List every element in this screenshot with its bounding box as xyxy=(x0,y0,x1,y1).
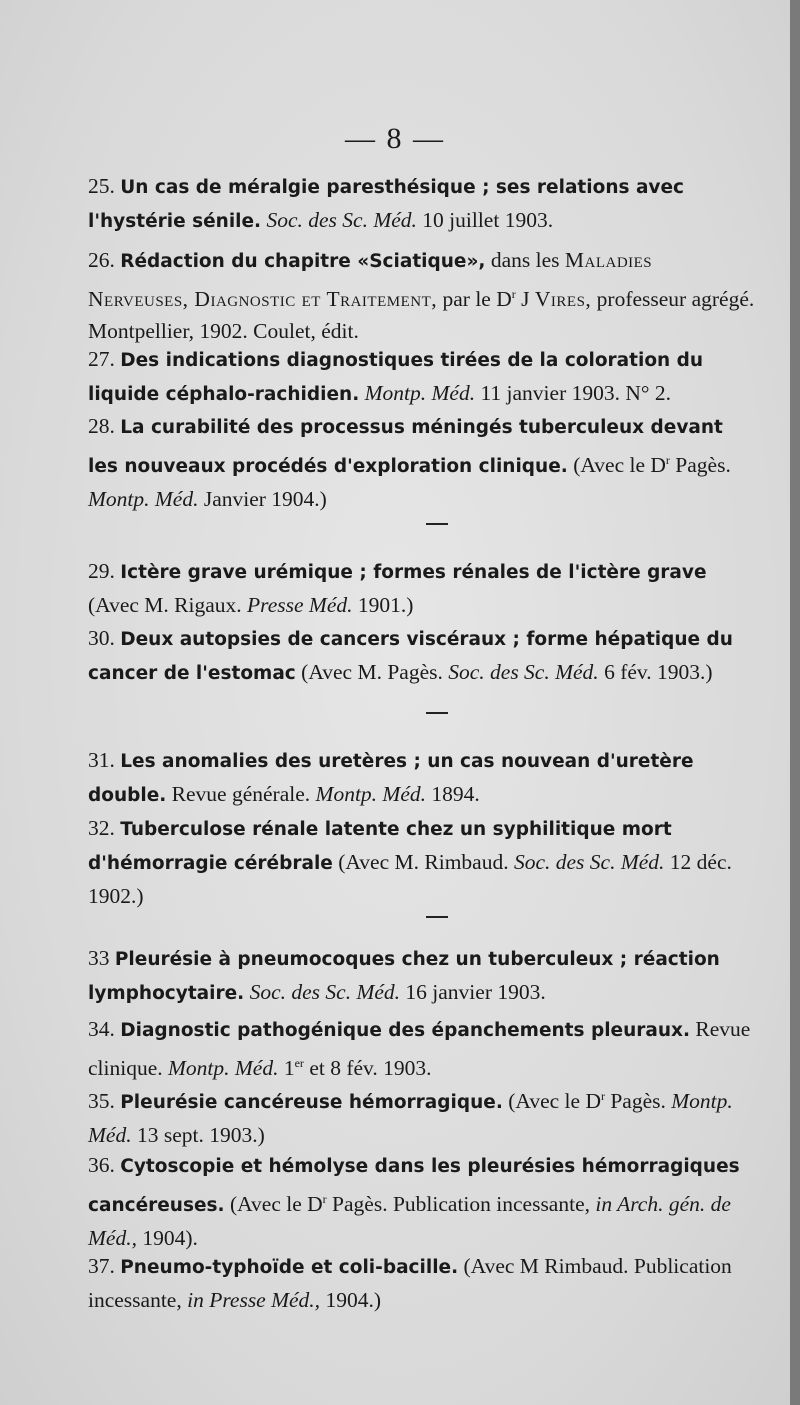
item-title: Diagnostic pathogénique des épanchements pleuraux. xyxy=(120,1020,691,1041)
item-text: (Avec M. Rigaux. xyxy=(88,593,242,617)
item-date: 1901.) xyxy=(357,593,414,617)
item-text: (Avec le D xyxy=(508,1089,601,1114)
item-book-title: Maladies Nerveuses, Diagnostic et Traitement, xyxy=(88,248,653,312)
section-separator xyxy=(426,523,448,525)
item-number: 35. xyxy=(88,1089,115,1114)
item-source: in Presse Méd., xyxy=(187,1288,321,1312)
item-date: 1894. xyxy=(431,782,480,806)
item-text: (Avec M. Pagès. xyxy=(301,660,443,684)
item-sup: er xyxy=(294,1056,304,1070)
item-text: (Avec M. Rimbaud. xyxy=(338,850,509,874)
item-source: Presse Méd. xyxy=(247,593,353,617)
section-separator xyxy=(426,916,448,918)
list-item xyxy=(88,1013,758,1084)
item-author: Vires, xyxy=(534,287,592,312)
item-date: Janvier 1904.) xyxy=(203,487,327,512)
item-date: 1904.) xyxy=(325,1288,381,1312)
item-source: Montp. Méd. xyxy=(88,1089,733,1148)
item-text: J xyxy=(521,287,530,312)
item-title: Pleurésie cancéreuse hémorragique. xyxy=(120,1092,503,1114)
item-text: Revue clinique. xyxy=(88,1017,751,1081)
item-number: 26. xyxy=(88,248,115,272)
list-item xyxy=(88,812,758,912)
item-date: 16 janvier 1903. xyxy=(405,980,546,1004)
item-source: Soc. des Sc. Méd. xyxy=(266,208,417,232)
item-text: (Avec M Rimbaud. Publication incessante, xyxy=(88,1254,732,1312)
item-sup: r xyxy=(600,1089,605,1103)
item-date: et 8 fév. 1903. xyxy=(309,1056,432,1081)
page-number: — 8 — xyxy=(345,122,445,155)
item-number: 32. xyxy=(88,816,115,840)
item-text: Pagès. xyxy=(610,1089,666,1114)
item-source: Soc. des Sc. Méd. xyxy=(249,980,401,1004)
item-source: Montp. Méd. xyxy=(364,381,476,405)
item-date: 10 juillet 1903. xyxy=(422,208,554,232)
item-date: 1904). xyxy=(142,1226,198,1251)
list-item xyxy=(88,1250,758,1316)
item-number: 25. xyxy=(88,174,115,198)
item-source: Montp. Méd. xyxy=(88,487,199,512)
item-title: Rédaction du chapitre «Sciatique», xyxy=(120,251,486,272)
item-sup: r xyxy=(322,1192,327,1206)
item-number: 36. xyxy=(88,1153,115,1177)
item-text: 1 xyxy=(283,1056,295,1081)
item-title: Pneumo-typhoïde et coli-bacille. xyxy=(120,1257,459,1278)
item-text: professeur agrégé. Montpellier, 1902. Coulet, édit. xyxy=(88,287,755,344)
item-source: Soc. des Sc. Méd. xyxy=(513,850,665,874)
list-item xyxy=(88,170,758,238)
section-separator xyxy=(426,712,448,714)
item-date: 12 déc. 1902.) xyxy=(88,850,732,908)
item-date: 6 fév. 1903.) xyxy=(604,660,713,684)
list-item xyxy=(88,555,758,621)
item-text: (Avec le D xyxy=(573,453,666,478)
item-title: Pleurésie à pneumocoques chez un tuberculeux ; réaction lymphocytaire. xyxy=(88,949,720,1004)
item-number: 30. xyxy=(88,626,115,650)
item-number: 31. xyxy=(88,748,115,772)
item-sup: r xyxy=(665,453,670,467)
item-title: Deux autopsies de cancers viscéraux ; forme hépatique du cancer de l'estomac xyxy=(88,629,733,684)
item-text: (Avec le D xyxy=(229,1192,323,1217)
item-number: 28. xyxy=(88,414,115,438)
list-item xyxy=(88,744,758,812)
item-title: Des indications diagnostiques tirées de la coloration du liquide céphalo-rachidien. xyxy=(88,350,704,405)
list-item xyxy=(88,1080,758,1151)
item-source: Montp. Méd. xyxy=(168,1056,279,1081)
list-item xyxy=(88,622,758,690)
item-number: 34. xyxy=(88,1017,115,1041)
item-text: Pagès. xyxy=(675,453,731,478)
item-title: La curabilité des processus méningés tuberculeux devant les nouveaux procédés d'exploration clinique. xyxy=(88,417,723,478)
item-title: Ictère grave urémique ; formes rénales de l'ictère grave xyxy=(120,562,707,583)
item-text: par le D xyxy=(442,287,512,312)
item-number: 37. xyxy=(88,1254,115,1278)
item-source: Montp. Méd. xyxy=(315,782,426,806)
list-item xyxy=(88,1149,758,1254)
list-item xyxy=(88,410,758,515)
item-number: 29. xyxy=(88,559,115,583)
list-item xyxy=(88,343,758,411)
item-number: 33 xyxy=(88,946,110,970)
item-date: 11 janvier 1903. N° 2. xyxy=(480,381,671,405)
list-item xyxy=(88,942,758,1010)
item-text: Revue générale. xyxy=(171,782,311,806)
item-source: Soc. des Sc. Méd. xyxy=(448,660,599,684)
item-text: Pagès. Publication incessante, xyxy=(332,1192,590,1217)
item-title: Les anomalies des uretères ; un cas nouvean d'uretère double. xyxy=(88,751,694,806)
list-item xyxy=(88,244,758,347)
item-source: in Arch. gén. de Méd., xyxy=(88,1192,731,1251)
item-title: Un cas de méralgie paresthésique ; ses relations avec l'hystérie sénile. xyxy=(88,177,685,232)
item-number: 27. xyxy=(88,347,115,371)
item-title: Cytoscopie et hémolyse dans les pleurésies hémorragiques cancéreuses. xyxy=(88,1156,740,1217)
item-text: dans les xyxy=(490,248,560,272)
item-sup: r xyxy=(511,287,516,301)
item-title: Tuberculose rénale latente chez un syphilitique mort d'hémorragie cérébrale xyxy=(88,819,672,874)
item-date: 13 sept. 1903.) xyxy=(136,1123,265,1148)
